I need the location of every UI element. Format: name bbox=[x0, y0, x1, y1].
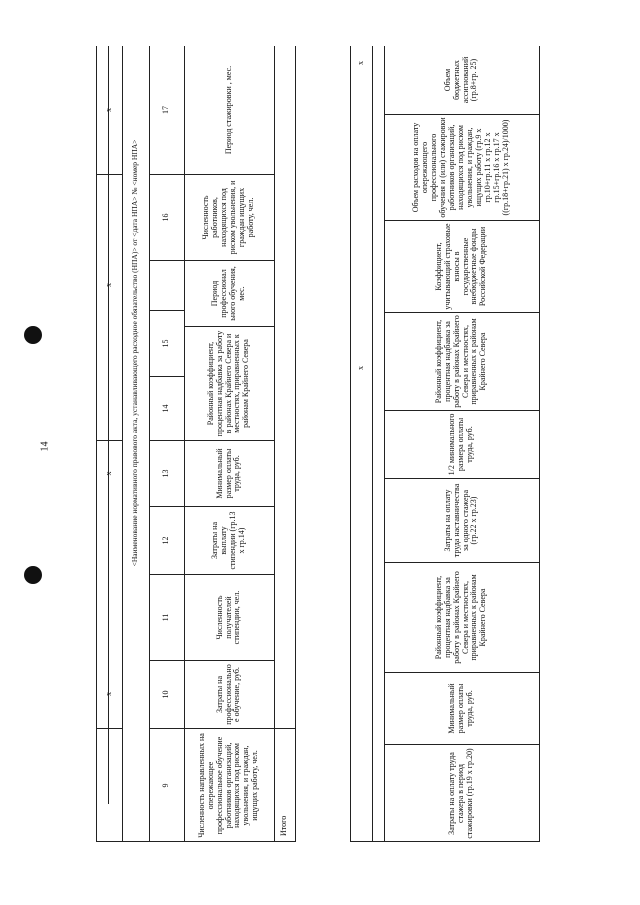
column-number: 13 bbox=[161, 469, 171, 478]
x-mark: x bbox=[103, 471, 113, 476]
x-mark: x bbox=[103, 692, 113, 696]
header-cell: Минимальный размер оплаты труда, руб. bbox=[384, 672, 539, 744]
header-cell: 1/2 минимального размера оплаты труда, руб. bbox=[384, 410, 539, 478]
header-cell: Затраты на оплату труда стажера в период стажировки (гр.19 х гр.20) bbox=[384, 744, 539, 842]
npa-row bbox=[122, 46, 149, 842]
punch-hole bbox=[24, 566, 42, 584]
header-cell: Период профессионал ьного обучения, мес. bbox=[184, 260, 274, 326]
header-cell: Минимальный размер оплаты труда, руб. bbox=[184, 440, 274, 506]
column-number: 10 bbox=[161, 690, 171, 699]
top-header-row bbox=[184, 46, 274, 842]
column-number: 9 bbox=[161, 783, 171, 788]
header-cell: Численность получателей стипендии, чел. bbox=[184, 574, 274, 660]
header-cell: Районный коэффициент, процентная надбавка за работу в районах Крайнего Севера и местностях, приравненных к районам Крайнего Севера bbox=[384, 312, 539, 410]
header-cell: Численность направленных на опережающее профессиональное обучение работников организаций, находящихся под риском увольнения, и граждан, ищущих работу, чел. bbox=[184, 728, 274, 842]
x-mark: x bbox=[355, 366, 365, 370]
header-cell: Затраты на оплату труда наставничества за одного стажера (гр.22 х гр.23) bbox=[384, 478, 539, 562]
header-cell: Районный коэффициент, процентная надбавка за работу в районах Крайнего Севера и местностях, приравненных к районам Крайнего Севера bbox=[184, 326, 274, 440]
total-label: Итого bbox=[274, 728, 295, 842]
column-number: 12 bbox=[161, 536, 171, 545]
header-cell: Численность работников, находящихся под риском увольнения, и граждан ищущих работу, чел. bbox=[184, 174, 274, 260]
column-number: 14 bbox=[161, 404, 171, 413]
x-mark: x bbox=[355, 61, 365, 65]
column-number: 17 bbox=[161, 106, 171, 114]
header-cell: Районный коэффициент, процентная надбавка за работу в районах Крайнего Севера и местностях, приравненных к районам Крайнего Севера bbox=[384, 562, 539, 672]
header-cell: Объем расходов на оплату опережающего профессионального обучения и (или) стажировки работников организаций, находящихся под риском увольнения, и граждан, ищущих работу (гр.9 х гр.10+гр.11 х гр.12 х гр.15+гр.16 х гр.17 х ((гр.18+гр.21) х гр.24)/1000) bbox=[384, 114, 539, 220]
header-cell: Затраты на выплату стипендии (гр.13 х гр.14) bbox=[184, 506, 274, 574]
page-number: 14 bbox=[39, 441, 51, 452]
top-numbers-row bbox=[149, 46, 184, 842]
header-cell: Период стажировки , мес. bbox=[223, 65, 233, 155]
header-cell: Объем бюджетных ассигнований (гр.8+гр. 25) bbox=[442, 56, 479, 104]
x-mark: x bbox=[103, 283, 113, 287]
top-x-row bbox=[96, 46, 122, 842]
column-number: 11 bbox=[161, 613, 171, 622]
bottom-header-row bbox=[384, 46, 539, 842]
column-number: 16 bbox=[161, 213, 171, 222]
total-row bbox=[274, 46, 295, 842]
header-cell: Затраты на профессионально е обучение, руб. bbox=[184, 660, 274, 728]
npa-line: <Наименование нормативного правового акта, устанавливающего расходное обязательство (НПА)> от <дата НПА> № <номер НПА> bbox=[130, 139, 140, 567]
x-mark: x bbox=[103, 108, 113, 112]
bottom-x-row bbox=[350, 46, 372, 842]
header-cell: Коэффициент, учитывающий страховые взносы в государственные внебюджетные фонды Российской Федерации bbox=[384, 220, 539, 312]
punch-hole bbox=[24, 326, 42, 344]
rotated-tables bbox=[96, 46, 540, 842]
column-number: 15 bbox=[161, 339, 171, 348]
